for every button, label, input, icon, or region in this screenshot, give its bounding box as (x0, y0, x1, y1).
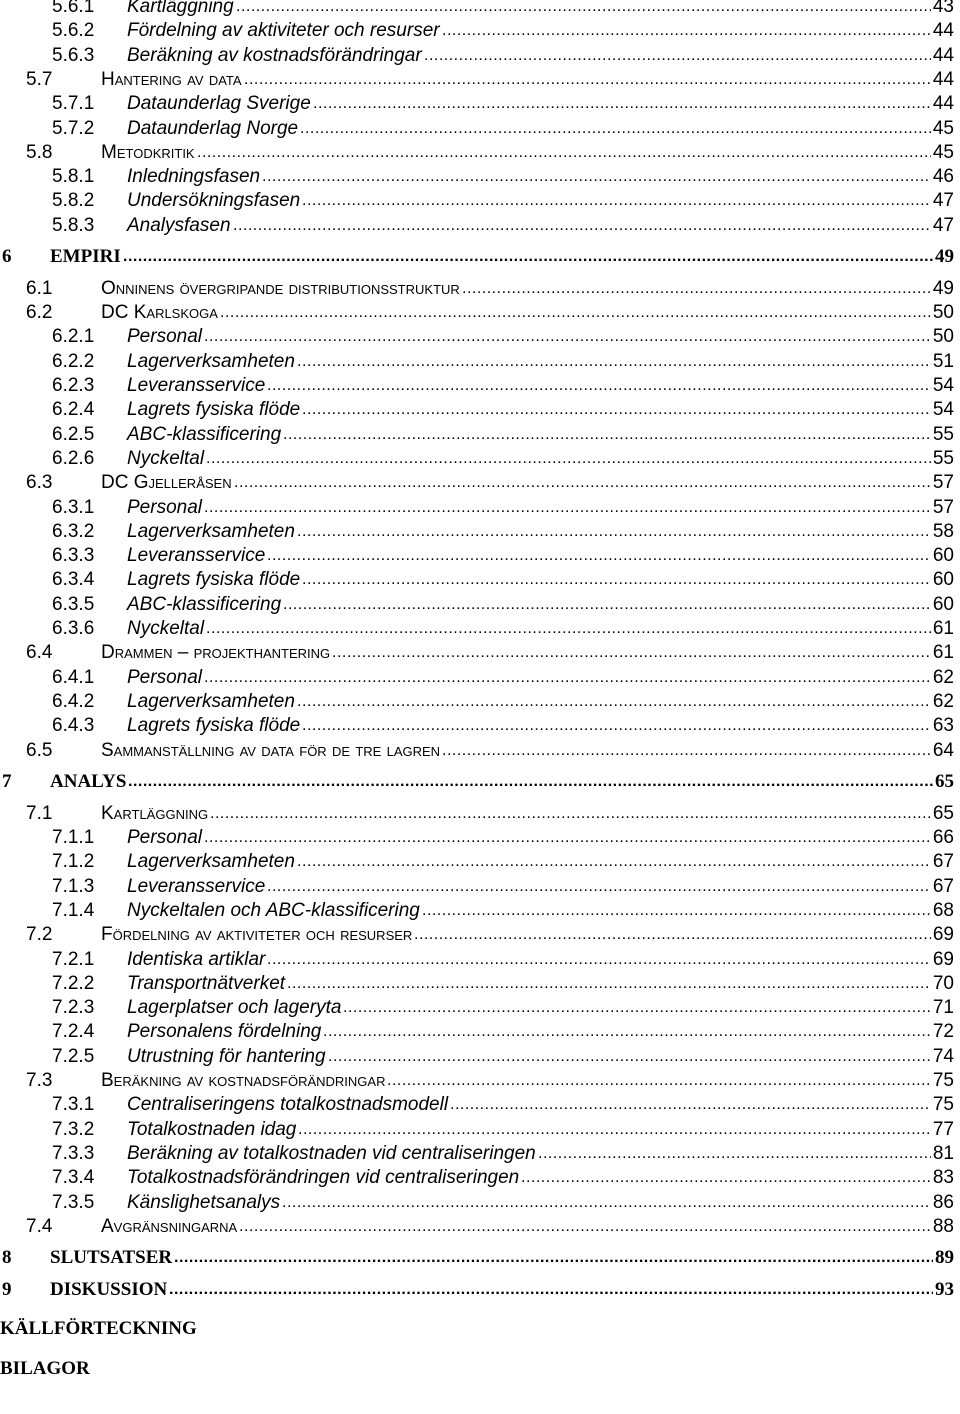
toc-leader-dots (204, 665, 931, 691)
toc-entry-page: 57 (932, 497, 954, 518)
toc-entry-number: 7.3 (26, 1070, 53, 1091)
toc-entry[interactable] (0, 825, 960, 851)
toc-leader-dots (424, 43, 931, 69)
toc-entry-page: 67 (932, 851, 954, 872)
toc-entry-number: 7.2.1 (52, 949, 95, 970)
toc-entry-title: Lagrets fysiska flöde (127, 399, 301, 420)
toc-entry-number: 7.2 (26, 924, 53, 945)
toc-entry-title: Totalkostnadsförändringen vid centraliseringen (127, 1167, 520, 1188)
toc-entry-page: 47 (932, 190, 954, 211)
toc-leader-dots (283, 592, 931, 618)
toc-entry-title: Totalkostnaden idag (127, 1119, 297, 1140)
toc-leader-dots (302, 188, 931, 214)
toc-entry-title: Inledningsfasen (127, 166, 261, 187)
toc-entry-number: 6.3.5 (52, 594, 95, 615)
toc-entry-page: 77 (932, 1119, 954, 1140)
toc-entry-title: Avgränsningarna (101, 1216, 238, 1237)
toc-entry[interactable] (0, 971, 960, 997)
toc-entry[interactable] (0, 1141, 960, 1167)
toc-entry-page: 72 (932, 1021, 954, 1042)
toc-leader-dots (538, 1141, 931, 1167)
toc-entry-title: Kartläggning (127, 0, 234, 17)
toc-entry[interactable] (0, 1356, 960, 1382)
toc-entry-title: Lagerverksamheten (127, 521, 295, 542)
toc-entry-page: 54 (932, 399, 954, 420)
toc-entry-page: 69 (932, 949, 954, 970)
toc-entry-number: 7.2.5 (52, 1046, 95, 1067)
toc-entry-title: DC Karlskoga (101, 302, 218, 323)
toc-entry[interactable] (0, 995, 960, 1021)
toc-entry-page: 51 (932, 351, 954, 372)
toc-leader-dots (267, 373, 931, 399)
toc-leader-dots (343, 995, 931, 1021)
toc-entry[interactable] (0, 849, 960, 875)
toc-entry[interactable] (0, 470, 960, 496)
toc-entry-number: 7.1 (26, 803, 53, 824)
toc-entry[interactable] (0, 188, 960, 214)
toc-entry-title: Undersökningsfasen (127, 190, 301, 211)
toc-leader-dots (297, 349, 931, 375)
toc-entry-title: KÄLLFÖRTECKNING (0, 1318, 197, 1339)
toc-entry-title: EMPIRI (50, 246, 121, 267)
toc-entry[interactable] (0, 349, 960, 375)
toc-entry-title: Leveransservice (127, 545, 266, 566)
toc-entry-title: Onninens övergripande distributionsstruktur (101, 278, 460, 299)
toc-entry-page: 44 (932, 45, 954, 66)
toc-entry-page: 50 (932, 302, 954, 323)
toc-entry-number: 6.3 (26, 472, 53, 493)
toc-entry[interactable] (0, 1245, 960, 1271)
toc-entry[interactable] (0, 324, 960, 350)
toc-entry-number: 6.4.3 (52, 715, 95, 736)
toc-leader-dots (302, 567, 931, 593)
toc-entry-number: 7.1.4 (52, 900, 95, 921)
toc-entry-title: Personal (127, 667, 202, 688)
toc-entry-page: 68 (932, 900, 954, 921)
toc-entry-number: 5.8.3 (52, 215, 95, 236)
toc-entry-title: Lagerverksamheten (127, 851, 295, 872)
toc-leader-dots (204, 495, 931, 521)
toc-leader-dots (174, 1245, 933, 1271)
toc-leader-dots (287, 971, 931, 997)
toc-leader-dots (123, 244, 933, 270)
toc-entry-page: 75 (932, 1070, 954, 1091)
toc-entry-title: Drammen – projekthantering (101, 642, 331, 663)
toc-leader-dots (267, 874, 931, 900)
toc-entry-title: Beräkning av kostnadsförändringar (127, 45, 422, 66)
toc-entry-page: 71 (932, 997, 954, 1018)
toc-entry-page: 63 (932, 715, 954, 736)
toc-entry-page: 62 (932, 667, 954, 688)
toc-entry-page: 45 (932, 142, 954, 163)
toc-entry[interactable] (0, 738, 960, 764)
toc-entry[interactable] (0, 616, 960, 642)
toc-entry[interactable] (0, 1019, 960, 1045)
toc-entry-number: 6.2.3 (52, 375, 95, 396)
toc-entry-number: 7.3.3 (52, 1143, 95, 1164)
toc-entry-title: Lagerplatser och lageryta (127, 997, 342, 1018)
toc-entry-page: 61 (932, 618, 954, 639)
toc-entry[interactable] (0, 713, 960, 739)
toc-leader-dots (298, 1117, 931, 1143)
toc-entry-page: 65 (935, 771, 954, 792)
toc-entry-title: Personal (127, 497, 202, 518)
toc-entry-title: Fördelning av aktiviteter och resurser (127, 20, 440, 41)
toc-entry-page: 44 (932, 93, 954, 114)
toc-entry-number: 6.2.1 (52, 326, 95, 347)
toc-entry-title: BILAGOR (0, 1358, 90, 1379)
toc-leader-dots (267, 947, 931, 973)
toc-entry[interactable] (0, 801, 960, 827)
toc-entry[interactable] (0, 1092, 960, 1118)
toc-leader-dots (302, 397, 931, 423)
toc-entry[interactable] (0, 18, 960, 44)
toc-leader-dots (297, 519, 931, 545)
toc-leader-dots (210, 801, 931, 827)
toc-entry-title: Dataunderlag Norge (127, 118, 299, 139)
toc-entry-title: ABC-klassificering (127, 424, 282, 445)
toc-entry-number: 5.7.2 (52, 118, 95, 139)
toc-entry[interactable] (0, 116, 960, 142)
toc-entry[interactable] (0, 640, 960, 666)
toc-entry[interactable] (0, 567, 960, 593)
toc-entry-number: 6.3.4 (52, 569, 95, 590)
toc-entry-page: 83 (932, 1167, 954, 1188)
toc-entry-number: 6.3.3 (52, 545, 95, 566)
toc-entry[interactable] (0, 665, 960, 691)
toc-entry-number: 7.1.2 (52, 851, 95, 872)
toc-leader-dots (234, 470, 931, 496)
toc-leader-dots (442, 738, 931, 764)
toc-entry-page: 43 (932, 0, 954, 17)
toc-entry[interactable] (0, 67, 960, 93)
toc-entry-number: 5.8.2 (52, 190, 95, 211)
toc-entry-title: Metodkritik (101, 142, 195, 163)
toc-entry-title: Dataunderlag Sverige (127, 93, 311, 114)
toc-entry-number: 6.5 (26, 740, 53, 761)
toc-entry-page: 49 (932, 278, 954, 299)
toc-leader-dots (422, 898, 931, 924)
toc-entry-page: 50 (932, 326, 954, 347)
toc-entry-number: 6.2.6 (52, 448, 95, 469)
toc-entry-title: Personal (127, 326, 202, 347)
toc-entry-title: Analysfasen (127, 215, 231, 236)
toc-entry-page: 55 (932, 424, 954, 445)
toc-entry[interactable] (0, 1165, 960, 1191)
toc-leader-dots (204, 825, 931, 851)
toc-entry-page: 44 (932, 69, 954, 90)
toc-entry-number: 7.4 (26, 1216, 53, 1237)
toc-leader-dots (297, 849, 931, 875)
toc-entry-number: 6.2.5 (52, 424, 95, 445)
toc-entry-title: Kartläggning (101, 803, 209, 824)
toc-entry[interactable] (0, 164, 960, 190)
toc-entry-number: 9 (2, 1279, 12, 1300)
toc-entry-page: 69 (932, 924, 954, 945)
toc-entry-title: Lagerverksamheten (127, 351, 295, 372)
toc-leader-dots (244, 67, 931, 93)
toc-entry[interactable] (0, 1277, 960, 1303)
toc-leader-dots (197, 140, 931, 166)
toc-entry[interactable] (0, 397, 960, 423)
toc-entry-page: 58 (932, 521, 954, 542)
toc-leader-dots (387, 1068, 931, 1094)
toc-entry[interactable] (0, 213, 960, 239)
toc-entry-number: 7.3.5 (52, 1192, 95, 1213)
toc-entry-page: 45 (932, 118, 954, 139)
toc-entry[interactable] (0, 898, 960, 924)
toc-entry[interactable] (0, 947, 960, 973)
toc-entry-page: 93 (935, 1279, 954, 1300)
toc-entry-number: 6 (2, 246, 12, 267)
toc-entry[interactable] (0, 1068, 960, 1094)
toc-entry-page: 65 (932, 803, 954, 824)
toc-entry-page: 74 (932, 1046, 954, 1067)
toc-leader-dots (204, 324, 931, 350)
toc-entry-page: 46 (932, 166, 954, 187)
toc-leader-dots (450, 1092, 931, 1118)
toc-entry-title: Lagrets fysiska flöde (127, 715, 301, 736)
toc-entry-number: 5.8.1 (52, 166, 95, 187)
toc-entry-page: 60 (932, 545, 954, 566)
toc-entry-number: 6.2.2 (52, 351, 95, 372)
toc-entry[interactable] (0, 495, 960, 521)
toc-entry-page: 67 (932, 876, 954, 897)
toc-entry-number: 6.2.4 (52, 399, 95, 420)
toc-entry-page: 66 (932, 827, 954, 848)
toc-entry-title: DISKUSSION (50, 1279, 168, 1300)
toc-entry-number: 7.3.1 (52, 1094, 95, 1115)
toc-leader-dots (267, 543, 931, 569)
toc-entry-number: 7.1.1 (52, 827, 95, 848)
toc-entry-page: 60 (932, 569, 954, 590)
toc-entry-page: 47 (932, 215, 954, 236)
toc-entry-page: 70 (932, 973, 954, 994)
toc-entry-number: 7.2.3 (52, 997, 95, 1018)
toc-entry-title: Personalens fördelning (127, 1021, 322, 1042)
toc-entry[interactable] (0, 1316, 960, 1342)
toc-entry-title: SLUTSATSER (50, 1247, 173, 1268)
toc-leader-dots (236, 0, 931, 20)
toc-entry-number: 7.2.4 (52, 1021, 95, 1042)
toc-leader-dots (300, 116, 931, 142)
toc-entry-number: 6.4.1 (52, 667, 95, 688)
toc-entry-number: 7.2.2 (52, 973, 95, 994)
toc-entry-number: 5.6.2 (52, 20, 95, 41)
toc-leader-dots (283, 422, 931, 448)
toc-leader-dots (262, 164, 931, 190)
toc-entry-page: 62 (932, 691, 954, 712)
toc-entry[interactable] (0, 422, 960, 448)
toc-entry[interactable] (0, 519, 960, 545)
toc-entry-title: Fördelning av aktiviteter och resurser (101, 924, 413, 945)
toc-entry[interactable] (0, 922, 960, 948)
toc-entry-title: Lagrets fysiska flöde (127, 569, 301, 590)
toc-entry-title: Leveransservice (127, 375, 266, 396)
toc-entry-page: 86 (932, 1192, 954, 1213)
toc-entry[interactable] (0, 91, 960, 117)
toc-entry-page: 81 (932, 1143, 954, 1164)
toc-entry-number: 5.6.1 (52, 0, 95, 17)
toc-entry[interactable] (0, 769, 960, 795)
toc-entry-number: 7.3.2 (52, 1119, 95, 1140)
toc-entry-title: Sammanställning av data för de tre lagren (101, 740, 441, 761)
toc-entry-page: 89 (935, 1247, 954, 1268)
toc-entry-title: Nyckeltal (127, 448, 205, 469)
toc-entry-title: Leveransservice (127, 876, 266, 897)
toc-entry-number: 6.4 (26, 642, 53, 663)
toc-leader-dots (128, 769, 933, 795)
toc-entry-title: Beräkning av kostnadsförändringar (101, 1070, 386, 1091)
toc-entry-page: 54 (932, 375, 954, 396)
toc-entry-number: 8 (2, 1247, 12, 1268)
toc-entry-number: 6.3.6 (52, 618, 95, 639)
toc-leader-dots (220, 300, 931, 326)
toc-leader-dots (462, 276, 931, 302)
toc-entry-title: Hantering av data (101, 69, 242, 90)
toc-entry[interactable] (0, 543, 960, 569)
toc-entry-title: ABC-klassificering (127, 594, 282, 615)
toc-entry-page: 61 (932, 642, 954, 663)
toc-entry-number: 6.1 (26, 278, 53, 299)
toc-entry[interactable] (0, 592, 960, 618)
toc-entry-page: 49 (935, 246, 954, 267)
toc-leader-dots (282, 1190, 931, 1216)
toc-entry[interactable] (0, 244, 960, 270)
toc-entry-number: 7 (2, 771, 12, 792)
toc-entry[interactable] (0, 373, 960, 399)
toc-entry-title: DC Gjelleråsen (101, 472, 232, 493)
toc-entry[interactable] (0, 1214, 960, 1240)
toc-leader-dots (442, 18, 931, 44)
toc-leader-dots (233, 213, 931, 239)
toc-entry-title: Nyckeltal (127, 618, 205, 639)
toc-entry[interactable] (0, 874, 960, 900)
toc-entry[interactable] (0, 276, 960, 302)
toc-leader-dots (313, 91, 931, 117)
toc-entry-number: 5.8 (26, 142, 53, 163)
toc-entry-page: 75 (932, 1094, 954, 1115)
toc-entry-title: Lagerverksamheten (127, 691, 295, 712)
toc-leader-dots (323, 1019, 931, 1045)
toc-entry-number: 6.2 (26, 302, 53, 323)
toc-entry-number: 7.3.4 (52, 1167, 95, 1188)
toc-entry-number: 5.6.3 (52, 45, 95, 66)
toc-entry-title: Centraliseringens totalkostnadsmodell (127, 1094, 449, 1115)
toc-entry-title: ANALYS (50, 771, 127, 792)
toc-entry[interactable] (0, 1117, 960, 1143)
toc-leader-dots (332, 640, 931, 666)
toc-entry-page: 88 (932, 1216, 954, 1237)
toc-leader-dots (297, 689, 931, 715)
toc-entry-title: Känslighetsanalys (127, 1192, 281, 1213)
toc-leader-dots (328, 1044, 931, 1070)
toc-entry-number: 7.1.3 (52, 876, 95, 897)
toc-entry-title: Personal (127, 827, 202, 848)
toc-leader-dots (206, 616, 931, 642)
toc-entry-title: Identiska artiklar (127, 949, 266, 970)
toc-entry-number: 6.3.2 (52, 521, 95, 542)
toc-entry-page: 64 (932, 740, 954, 761)
toc-entry-page: 60 (932, 594, 954, 615)
toc-entry-number: 6.3.1 (52, 497, 95, 518)
toc-entry[interactable] (0, 0, 960, 20)
toc-leader-dots (414, 922, 931, 948)
toc-entry[interactable] (0, 43, 960, 69)
toc-entry-title: Beräkning av totalkostnaden vid centraliseringen (127, 1143, 536, 1164)
toc-entry[interactable] (0, 1190, 960, 1216)
toc-entry[interactable] (0, 689, 960, 715)
toc-entry-page: 57 (932, 472, 954, 493)
toc-leader-dots (302, 713, 931, 739)
toc-entry-number: 5.7 (26, 69, 53, 90)
toc-entry-title: Nyckeltalen och ABC-klassificering (127, 900, 420, 921)
toc-entry-page: 44 (932, 20, 954, 41)
toc-leader-dots (521, 1165, 931, 1191)
toc-leader-dots (169, 1277, 933, 1303)
toc-entry-number: 5.7.1 (52, 93, 95, 114)
toc-entry[interactable] (0, 140, 960, 166)
toc-entry-page: 55 (932, 448, 954, 469)
toc-entry[interactable] (0, 300, 960, 326)
toc-leader-dots (239, 1214, 931, 1240)
toc-entry[interactable] (0, 446, 960, 472)
toc-entry[interactable] (0, 1044, 960, 1070)
toc-entry-number: 6.4.2 (52, 691, 95, 712)
toc-entry-title: Utrustning för hantering (127, 1046, 326, 1067)
toc-entry-title: Transportnätverket (127, 973, 286, 994)
toc-leader-dots (206, 446, 931, 472)
